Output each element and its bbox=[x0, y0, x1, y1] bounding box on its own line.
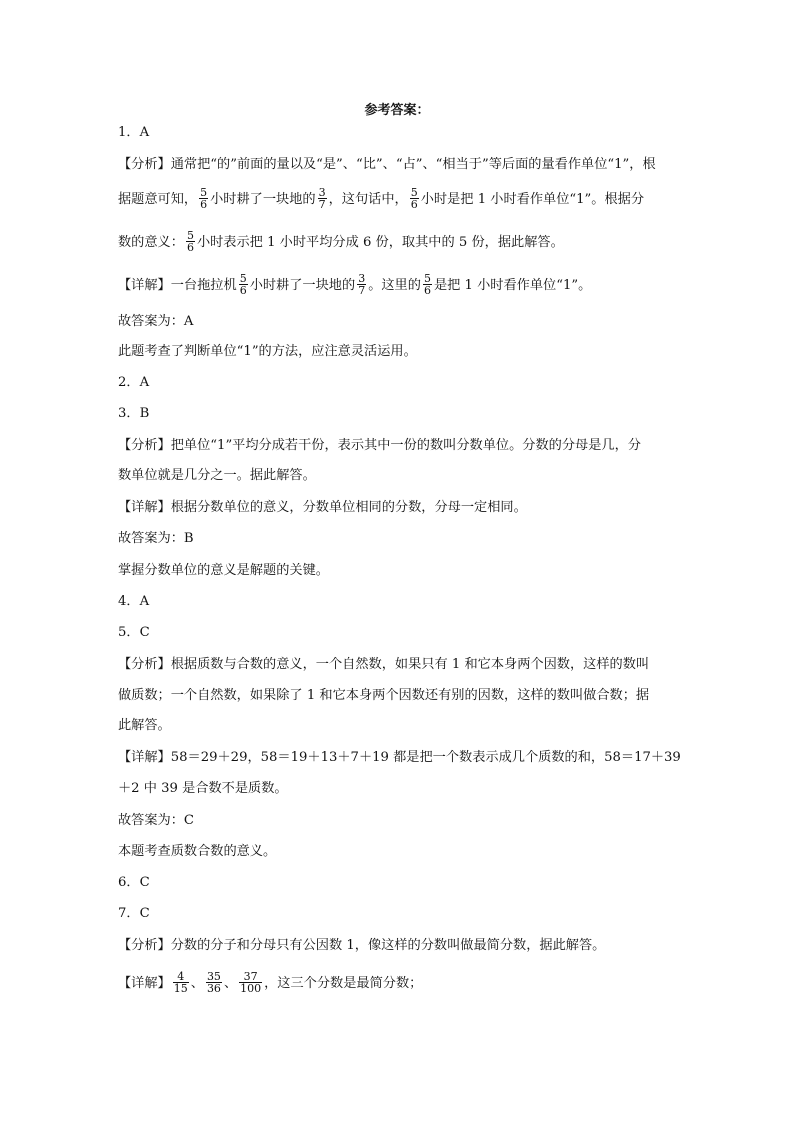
answer-summary-5: 故答案为：C bbox=[118, 813, 195, 828]
text-seg: 、 bbox=[223, 976, 238, 991]
text-seg: 【详解】一台拖拉机 bbox=[118, 278, 237, 293]
answer-7: 7．C bbox=[118, 906, 150, 921]
answer-summary-1: 故答案为：A bbox=[118, 314, 194, 329]
fraction bbox=[206, 971, 222, 994]
text-seg: 小时耕了一块地的 bbox=[210, 192, 316, 207]
answer-4: 4．A bbox=[118, 594, 150, 609]
fraction bbox=[173, 971, 189, 994]
numerator: 35 bbox=[206, 970, 221, 983]
denominator: 7 bbox=[358, 284, 366, 297]
denominator: 100 bbox=[240, 982, 262, 995]
detail-5-line2: ＋2 中 39 是合数不是质数。 bbox=[118, 781, 288, 796]
text-seg: 据题意可知， bbox=[118, 192, 198, 207]
denominator: 15 bbox=[173, 982, 188, 995]
page-title: 参考答案： bbox=[364, 103, 430, 118]
text-seg: 。这里的 bbox=[368, 278, 421, 293]
analysis-1-line3 bbox=[118, 231, 678, 254]
analysis-5-line1: 【分析】根据质数与合数的意义，一个自然数，如果只有 1 和它本身两个因数，这样的数叫 bbox=[118, 657, 650, 672]
text-seg: ，这三个分数是最简分数； bbox=[264, 976, 423, 991]
detail-1 bbox=[118, 274, 678, 297]
numerator: 3 bbox=[358, 272, 366, 285]
text-seg: 小时耕了一块地的 bbox=[249, 278, 356, 293]
numerator: 37 bbox=[243, 970, 258, 983]
text-seg: 、 bbox=[190, 976, 204, 991]
analysis-7: 【分析】分数的分子和分母只有公因数 1，像这样的分数叫做最简分数，据此解答。 bbox=[118, 938, 606, 953]
denominator: 6 bbox=[239, 284, 247, 297]
analysis-5-line2: 做质数；一个自然数，如果除了 1 和它本身两个因数还有别的因数，这样的数叫做合数；据 bbox=[118, 688, 650, 703]
fraction bbox=[318, 187, 327, 210]
note-5: 本题考查质数合数的意义。 bbox=[118, 844, 277, 859]
fraction bbox=[239, 971, 262, 994]
answer-2: 2．A bbox=[118, 375, 150, 390]
fraction bbox=[186, 230, 195, 253]
answer-1: 1．A bbox=[118, 125, 150, 140]
numerator: 5 bbox=[239, 272, 247, 285]
fraction bbox=[423, 273, 432, 296]
numerator: 5 bbox=[186, 229, 194, 242]
numerator: 5 bbox=[423, 272, 431, 285]
detail-3: 【详解】根据分数单位的意义，分数单位相同的分数，分母一定相同。 bbox=[118, 500, 527, 515]
answer-6: 6．C bbox=[118, 875, 150, 890]
numerator: 4 bbox=[177, 970, 185, 983]
fraction bbox=[199, 187, 208, 210]
text-seg: 小时是把 1 小时看作单位“1”。根据分 bbox=[420, 192, 645, 207]
analysis-1-line1: 【分析】通常把“的”前面的量以及“是”、“比”、“占”、“相当于”等后面的量看作单位“1”，根 bbox=[118, 157, 656, 172]
denominator: 36 bbox=[206, 982, 221, 995]
answer-3: 3．B bbox=[118, 406, 150, 421]
detail-7 bbox=[118, 972, 678, 995]
text-seg: 小时表示把 1 小时平均分成 6 份，取其中的 5 份，据此解答。 bbox=[196, 235, 564, 250]
detail-5-line1: 【详解】58＝29＋29，58＝19＋13＋7＋19 都是把一个数表示成几个质数的和，58＝17＋39 bbox=[118, 750, 681, 765]
fraction bbox=[239, 273, 248, 296]
text-seg: 是把 1 小时看作单位“1”。 bbox=[433, 278, 592, 293]
analysis-1-line2 bbox=[118, 188, 678, 211]
answer-summary-3: 故答案为：B bbox=[118, 531, 194, 546]
numerator: 5 bbox=[410, 186, 418, 199]
analysis-3-line1: 【分析】把单位“1”平均分成若干份，表示其中一份的数叫分数单位。分数的分母是几，分 bbox=[118, 438, 641, 453]
text-seg: 数的意义： bbox=[118, 235, 184, 250]
fraction bbox=[357, 273, 366, 296]
denominator: 6 bbox=[200, 198, 208, 211]
note-1: 此题考查了判断单位“1”的方法，应注意灵活运用。 bbox=[118, 344, 417, 359]
numerator: 5 bbox=[200, 186, 208, 199]
denominator: 6 bbox=[410, 198, 418, 211]
analysis-3-line2: 数单位就是几分之一。据此解答。 bbox=[118, 468, 316, 483]
numerator: 3 bbox=[318, 186, 326, 199]
denominator: 6 bbox=[423, 284, 431, 297]
answer-5: 5．C bbox=[118, 625, 150, 640]
analysis-5-line3: 此解答。 bbox=[118, 718, 171, 733]
denominator: 7 bbox=[318, 198, 326, 211]
fraction bbox=[410, 187, 419, 210]
text-seg: 【详解】 bbox=[118, 976, 171, 991]
note-3: 掌握分数单位的意义是解题的关键。 bbox=[118, 563, 329, 578]
text-seg: ，这句话中， bbox=[328, 192, 408, 207]
denominator: 6 bbox=[186, 241, 194, 254]
